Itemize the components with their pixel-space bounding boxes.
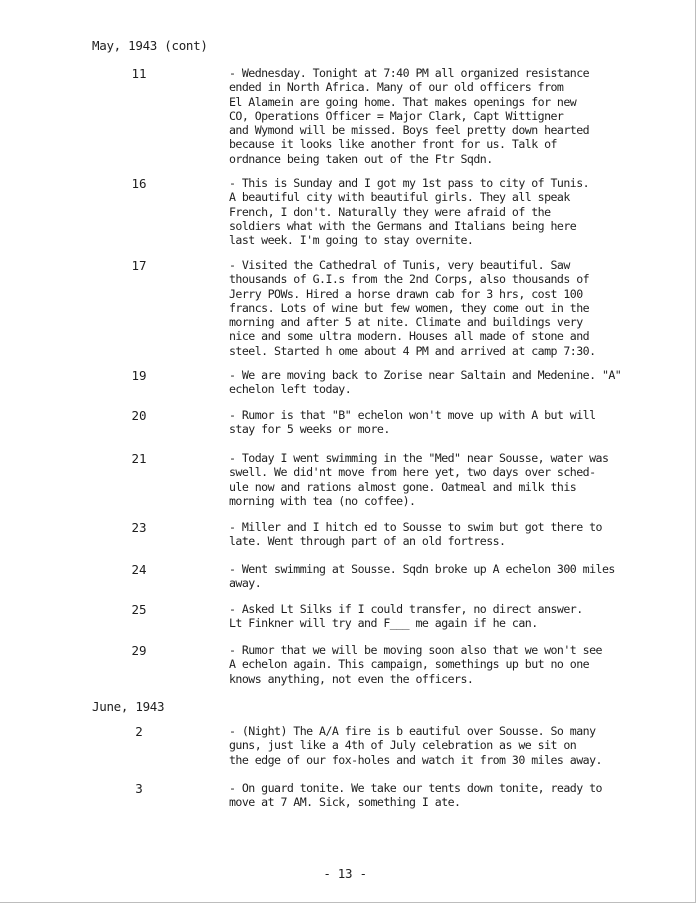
month-header-june: June, 1943 (92, 699, 165, 714)
entry-text: - Wednesday. Tonight at 7:40 PM all organized resistance ended in North Africa. Many of our old officers from El Alamein are going home. That makes openings for new CO, Operations Officer = Major Clark, Capt Wittigner and Wymond will be missed. Boys feel pretty down hearted because it looks like another front for us. Talk of ordnance being taken out of the Ftr Sqdn. (229, 66, 590, 166)
entry-day: 25 (131, 602, 147, 617)
month-header-may: May, 1943 (cont) (92, 38, 208, 53)
entry-day: 16 (131, 176, 147, 191)
entry-text: - (Night) The A/A fire is b eautiful over Sousse. So many guns, just like a 4th of July celebration as we sit on the edge of our fox-holes and watch it from 30 miles away. (229, 724, 602, 767)
entry-day: 19 (131, 368, 147, 383)
entry-day: 29 (131, 643, 147, 658)
entry-text: - Asked Lt Silks if I could transfer, no direct answer. Lt Finkner will try and F___ me again if he can. (229, 602, 583, 631)
entry-day: 17 (131, 258, 147, 273)
entry-day: 20 (131, 408, 147, 423)
entry-text: - Today I went swimming in the "Med" near Sousse, water was swell. We did'nt move from here yet, two days over sched- ule now and rations almost gone. Oatmeal and milk this morning with tea (no coffee). (229, 451, 609, 508)
entry-text: - Rumor that we will be moving soon also that we won't see A echelon again. This campaign, somethings up but no one knows anything, not even the officers. (229, 643, 602, 686)
entry-text: - Miller and I hitch ed to Sousse to swim but got there to late. Went through part of an old fortress. (229, 520, 602, 549)
entry-day: 2 (135, 724, 143, 739)
entry-text: - Rumor is that "B" echelon won't move up with A but will stay for 5 weeks or more. (229, 408, 596, 437)
entry-text: - We are moving back to Zorise near Saltain and Medenine. "A" echelon left today. (229, 368, 622, 397)
entry-day: 21 (131, 451, 147, 466)
page-number: - 13 - (323, 866, 367, 881)
entry-day: 11 (131, 66, 147, 81)
entry-text: - On guard tonite. We take our tents down tonite, ready to move at 7 AM. Sick, something I ate. (229, 781, 602, 810)
entry-text: - Visited the Cathedral of Tunis, very beautiful. Saw thousands of G.I.s from the 2nd Corps, also thousands of Jerry POWs. Hired a horse drawn cab for 3 hrs, cost 100 francs. Lots of wine but few women, they come out in the morning and after 5 at nite. Climate and buildings very nice and some ultra modern. Houses all made of stone and steel. Started h ome about 4 PM and arrived at camp 7:30. (229, 258, 596, 358)
entry-day: 3 (135, 781, 143, 796)
entry-day: 23 (131, 520, 147, 535)
entry-text: - Went swimming at Sousse. Sqdn broke up A echelon 300 miles away. (229, 562, 615, 591)
entry-day: 24 (131, 562, 147, 577)
entry-text: - This is Sunday and I got my 1st pass to city of Tunis. A beautiful city with beautiful girls. They all speak French, I don't. Naturally they were afraid of the soldiers what with the Germans and Italians being here last week. I'm going to stay overnite. (229, 176, 590, 248)
